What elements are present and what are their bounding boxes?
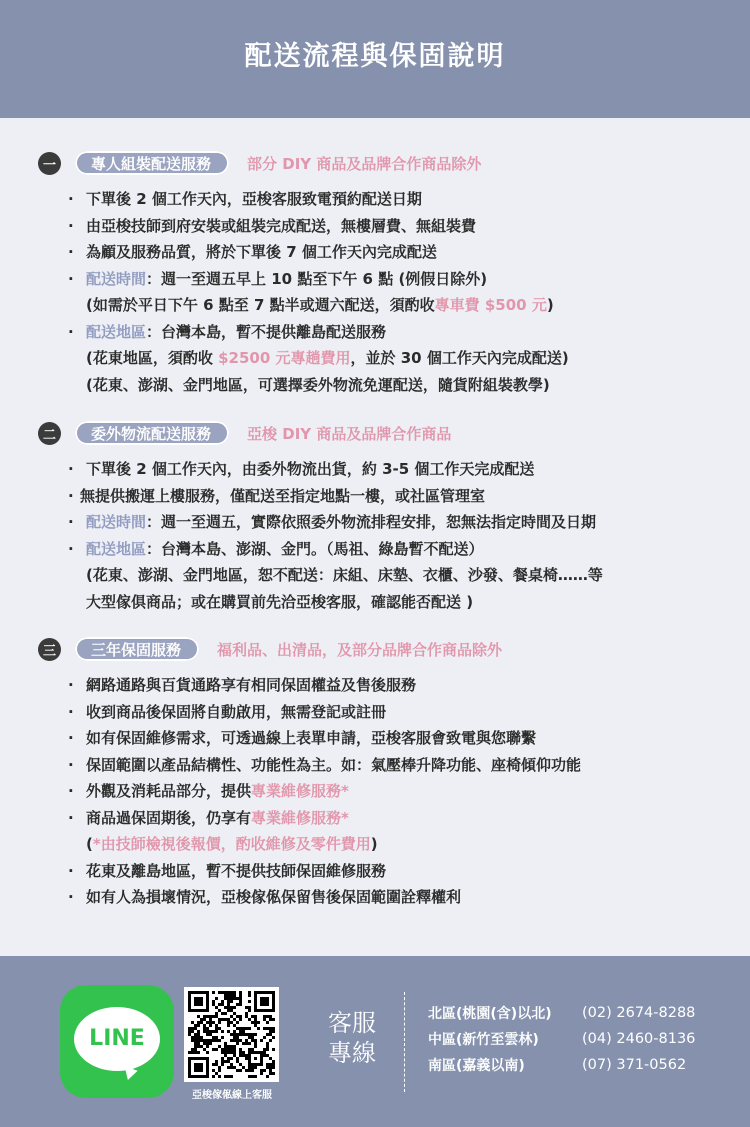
item-body: [86, 805, 349, 832]
list-item: [38, 699, 728, 726]
bullet-dot: ·: [68, 539, 74, 558]
bullet-dot: ·: [68, 243, 74, 261]
bullet-dot: ·: [68, 322, 74, 341]
item-body: [86, 752, 581, 779]
header-banner: [0, 0, 750, 118]
bullet-dot: ·: [68, 676, 74, 694]
list-item: [38, 319, 728, 346]
item-text: 無提供搬運上樓服務，僅配送至指定地點一樓，或社區管理室: [80, 486, 486, 505]
bullet-dot: ·: [68, 782, 74, 800]
item-text: 下單後 2 個工作天內，亞梭客服致電預約配送日期: [86, 190, 422, 208]
line-bubble-icon: [74, 1007, 160, 1071]
list-item: [38, 805, 728, 832]
section-note: 部分 DIY 商品及品牌合作商品除外: [247, 154, 482, 173]
service-hotline-label: [322, 1008, 382, 1068]
item-body: [86, 884, 461, 911]
line-text: (花東、澎湖、金門地區，可選擇委外物流免運配送，隨貨附組裝教學): [86, 375, 550, 394]
section-note: 福利品、出清品，及部分品牌合作商品除外: [217, 640, 503, 659]
continuation-line: [38, 292, 728, 319]
item-body: [86, 725, 536, 752]
bullet-dot: ·: [68, 269, 74, 288]
item-text: ：台灣本島、澎湖、金門。（馬祖、綠島暫不配送）: [146, 539, 484, 558]
item-body: [86, 509, 596, 536]
item-text: ：週一至週五，實際依照委外物流排程安排，恕無法指定時間及日期: [146, 513, 597, 531]
item-text: 商品過保固期後，仍享有: [86, 808, 252, 827]
item-text: 如有人為損壞情況，亞梭傢俬保留售後保固範圍詮釋權利: [86, 888, 462, 906]
item-body: [86, 186, 422, 213]
list-item: [38, 725, 728, 752]
list-item: [38, 752, 728, 779]
line-text-end: ): [546, 296, 554, 314]
item-body: [86, 536, 484, 563]
bullet-dot: ·: [68, 486, 74, 505]
list-item: [38, 509, 728, 536]
section-title-pill: 專人組裝配送服務: [75, 151, 229, 175]
item-key-label: 配送地區: [86, 322, 147, 341]
continuation-line: [38, 562, 728, 589]
highlight-text: 專車費 $500 元: [434, 296, 547, 314]
highlight-text: 專業維修服務*: [251, 808, 349, 827]
item-body: [86, 672, 416, 699]
item-body: [86, 319, 386, 346]
item-text: 為顧及服務品質，將於下單後 7 個工作天內完成配送: [86, 243, 437, 261]
list-item: [38, 778, 728, 805]
bullet-dot: ·: [68, 888, 74, 906]
item-text: 網路通路與百貨通路享有相同保固權益及售後服務: [86, 676, 417, 694]
line-app-logo[interactable]: [60, 985, 174, 1098]
phone-row-south: [428, 1052, 695, 1078]
section-note: 亞梭 DIY 商品及品牌合作商品: [247, 424, 452, 443]
section-number-badge: 一: [38, 152, 61, 175]
continuation-line: [38, 589, 728, 616]
phone-list: [428, 1000, 695, 1078]
list-item: [38, 213, 728, 240]
section-title-pill: 委外物流配送服務: [75, 421, 229, 445]
item-text: ：週一至週五早上 10 點至下午 6 點 (例假日除外): [146, 269, 488, 288]
list-item: [38, 672, 728, 699]
phone-region: 北區(桃園(含)以北): [428, 1006, 552, 1022]
phone-row-north: [428, 1000, 695, 1026]
item-text: 如有保固維修需求，可透過線上表單申請，亞梭客服會致電與您聯繫: [86, 729, 537, 747]
phone-region: 南區(嘉義以南): [428, 1058, 525, 1074]
phone-row-central: [428, 1026, 695, 1052]
highlight-text: $2500 元專趟費用: [218, 349, 351, 367]
qr-code[interactable]: [184, 987, 279, 1082]
highlight-text: *由技師檢視後報價，酌收維修及零件費用: [92, 835, 371, 853]
line-text: (花東、澎湖、金門地區，恕不配送：床組、床墊、衣櫃、沙發、餐桌椅……等: [86, 566, 603, 584]
item-text: ：台灣本島，暫不提供離島配送服務: [146, 322, 387, 341]
section-number-badge: 三: [38, 638, 61, 661]
section-heading: [38, 150, 728, 176]
section-heading: [38, 420, 728, 446]
bullet-dot: ·: [68, 216, 74, 235]
line-text-end: ，並於 30 個工作天內完成配送): [350, 349, 569, 367]
section-items: [38, 456, 728, 615]
line-text: (: [86, 835, 93, 853]
section-3: [38, 636, 728, 911]
line-logo-text: LINE: [89, 1026, 145, 1051]
item-key-label: 配送地區: [86, 539, 147, 558]
line-text: (如需於平日下午 6 點至 7 點半或週六配送，須酌收: [86, 296, 435, 314]
list-item: [38, 456, 728, 483]
phone-region: 中區(新竹至雲林): [428, 1032, 539, 1048]
bullet-dot: ·: [68, 513, 74, 531]
service-label-line2: 專線: [328, 1039, 376, 1067]
item-body: [86, 239, 437, 266]
highlight-text: 專業維修服務*: [251, 782, 349, 800]
section-items: [38, 186, 728, 398]
item-body: [86, 456, 534, 483]
bullet-dot: ·: [68, 460, 74, 478]
continuation-line: [38, 372, 728, 399]
list-item: [38, 536, 728, 563]
section-title-pill: 三年保固服務: [75, 637, 199, 661]
item-text: 下單後 2 個工作天內，由委外物流出貨，約 3-5 個工作天完成配送: [86, 460, 535, 478]
item-text: 收到商品後保固將自動啟用，無需登記或註冊: [86, 702, 387, 721]
section-1: [38, 150, 728, 398]
phone-number[interactable]: (07) 371-0562: [582, 1057, 687, 1073]
footer-contact: [0, 956, 750, 1127]
bullet-dot: ·: [68, 861, 74, 880]
bullet-dot: ·: [68, 190, 74, 208]
item-key-label: 配送時間: [86, 513, 147, 531]
item-body: [80, 483, 485, 510]
phone-number[interactable]: (04) 2460-8136: [582, 1031, 696, 1047]
footer-divider: [404, 992, 405, 1092]
list-item: [38, 884, 728, 911]
line-text-end: ): [370, 835, 378, 853]
list-item: [38, 266, 728, 293]
item-body: [86, 778, 349, 805]
item-text: 保固範圍以產品結構性、功能性為主。如：氣壓棒升降功能、座椅傾仰功能: [86, 755, 582, 774]
item-text: 外觀及消耗品部分，提供: [86, 782, 252, 800]
bullet-dot: ·: [68, 702, 74, 721]
qr-code-icon: [188, 991, 275, 1078]
content-area: [0, 118, 750, 956]
section-number-badge: 二: [38, 422, 61, 445]
continuation-line: [38, 831, 728, 858]
line-text: (花東地區，須酌收: [86, 349, 219, 367]
continuation-line: [38, 345, 728, 372]
item-text: 花東及離島地區，暫不提供技師保固維修服務: [86, 861, 387, 880]
page-title: 配送流程與保固說明: [244, 40, 506, 72]
bullet-dot: ·: [68, 808, 74, 827]
phone-number[interactable]: (02) 2674-8288: [582, 1005, 696, 1021]
section-2: [38, 420, 728, 615]
list-item: [38, 858, 728, 885]
item-body: [86, 858, 386, 885]
item-body: [86, 266, 487, 293]
list-item: [38, 239, 728, 266]
bullet-dot: ·: [68, 729, 74, 747]
item-key-label: 配送時間: [86, 269, 147, 288]
section-heading: [38, 636, 728, 662]
line-text: 大型傢俱商品；或在購買前先洽亞梭客服，確認能否配送 ): [86, 592, 474, 611]
service-label-line1: 客服: [328, 1009, 376, 1037]
item-body: [86, 213, 476, 240]
section-items: [38, 672, 728, 911]
bullet-dot: ·: [68, 755, 74, 774]
item-text: 由亞梭技師到府安裝或組裝完成配送，無樓層費、無組裝費: [86, 216, 477, 235]
qr-caption: 亞梭傢俬線上客服: [192, 1090, 272, 1101]
list-item: [38, 186, 728, 213]
list-item: [38, 483, 728, 510]
item-body: [86, 699, 386, 726]
